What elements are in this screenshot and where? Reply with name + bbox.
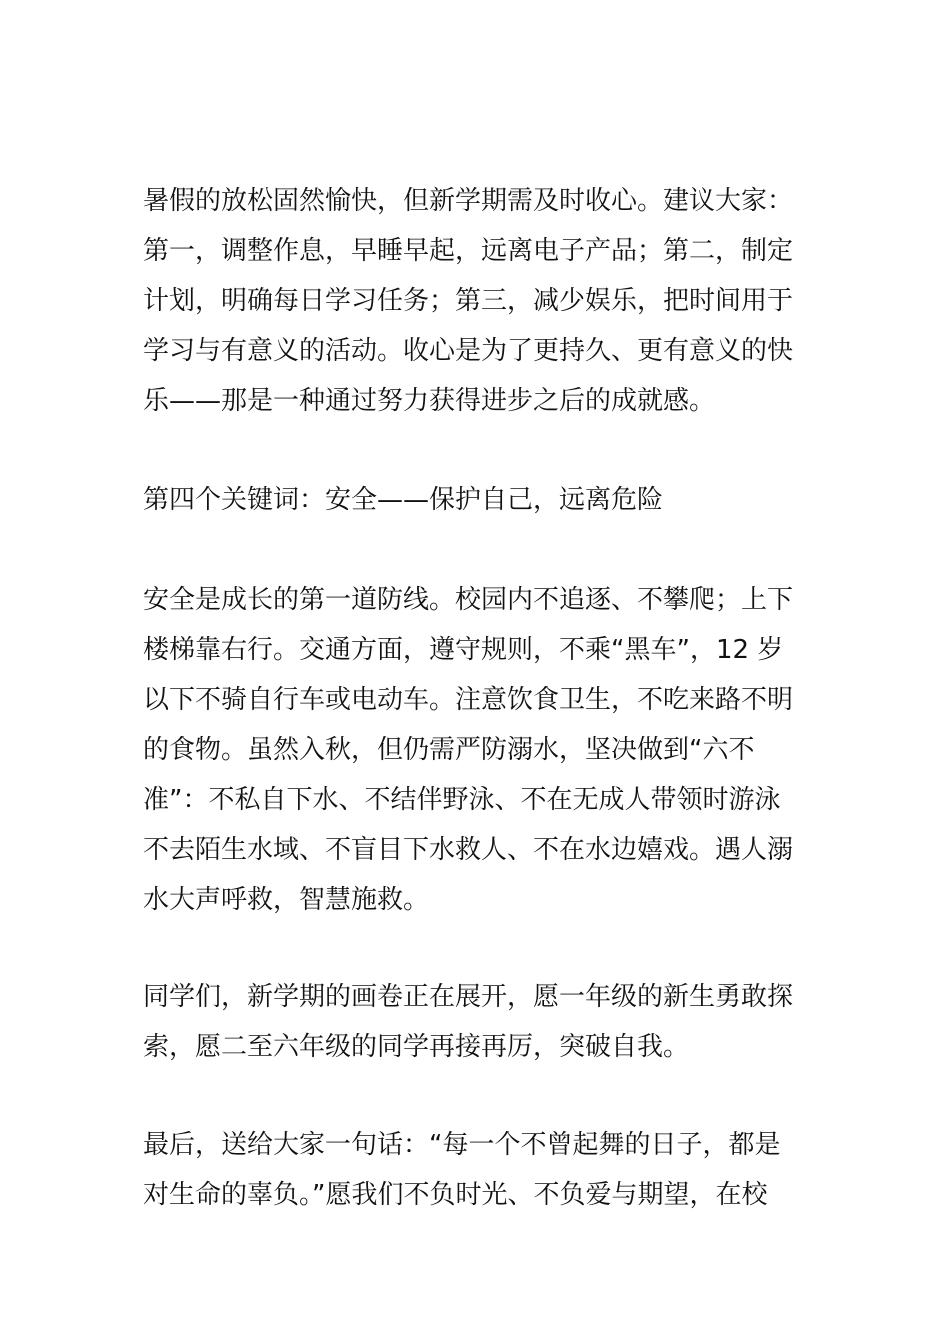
text-line: 第一，调整作息，早睡早起，远离电子产品；第二，制定 <box>143 236 794 266</box>
text-line: 最后，送给大家一句话：“每一个不曾起舞的日子，都是 <box>143 1130 781 1160</box>
text-line: 索，愿二至六年级的同学再接再厉，突破自我。 <box>143 1032 690 1062</box>
text-line: 准”：不私自下水、不结伴野泳、不在无成人带领时游泳 <box>143 785 781 815</box>
text-line: 安全是成长的第一道防线。校园内不追逐、不攀爬；上下 <box>143 585 794 615</box>
text-line: 的食物。虽然入秋，但仍需严防溺水，坚决做到“六不 <box>143 735 755 765</box>
text-line: 同学们，新学期的画卷正在展开，愿一年级的新生勇敢探 <box>143 982 794 1012</box>
heading-line: 第四个关键词：安全——保护自己，远离危险 <box>143 485 664 515</box>
text-line: 计划，明确每日学习任务；第三，减少娱乐，把时间用于 <box>143 286 794 316</box>
text-line: 不去陌生水域、不盲目下水救人、不在水边嬉戏。遇人溺 <box>143 835 794 865</box>
text-line: 乐——那是一种通过努力获得进步之后的成就感。 <box>143 386 716 416</box>
text-line: 对生命的辜负。”愿我们不负时光、不负爱与期望，在校 <box>143 1180 768 1210</box>
text-line: 以下不骑自行车或电动车。注意饮食卫生，不吃来路不明 <box>143 685 794 715</box>
text-line: 楼梯靠右行。交通方面，遵守规则，不乘“黑车”，12 岁 <box>143 635 784 665</box>
text-line: 学习与有意义的活动。收心是为了更持久、更有意义的快 <box>143 336 794 366</box>
text-line: 水大声呼救，智慧施救。 <box>143 885 430 915</box>
text-line: 暑假的放松固然愉快，但新学期需及时收心。建议大家： <box>143 186 794 216</box>
